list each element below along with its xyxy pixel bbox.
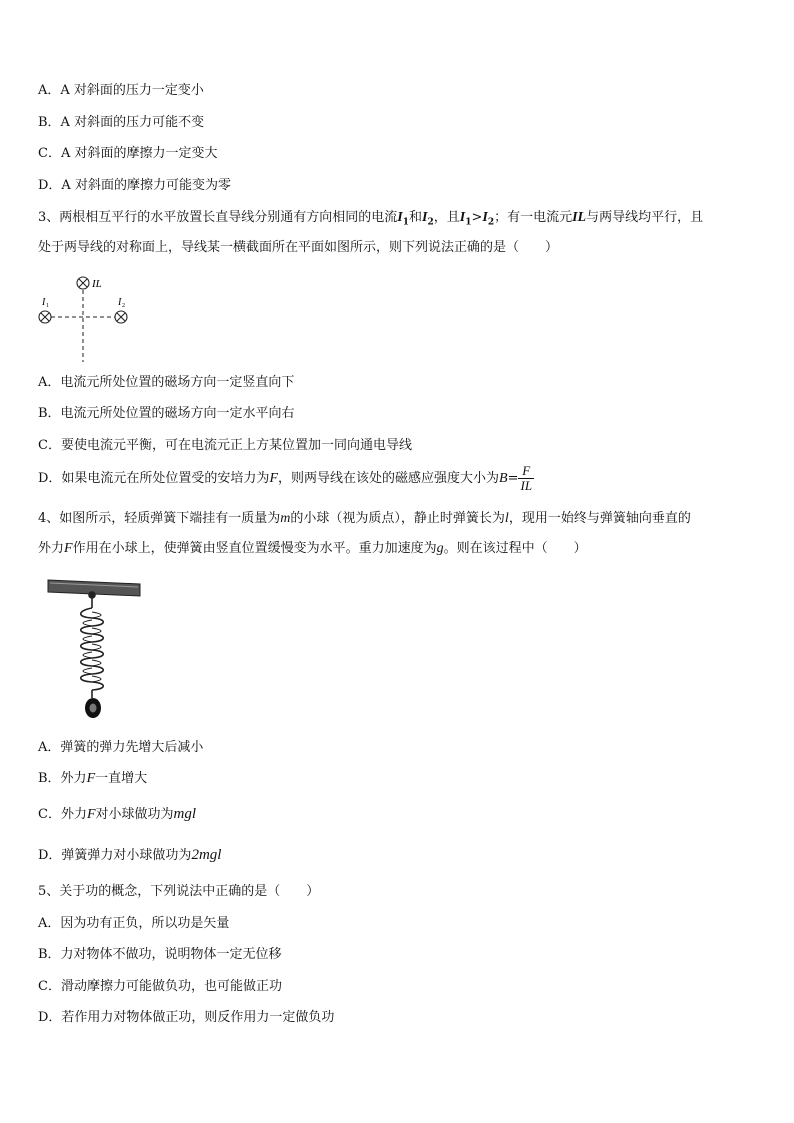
fig-i2-sub: 2	[122, 303, 125, 309]
q4-option-d	[38, 846, 221, 865]
q3-opt-d-text-1: D．如果电流元在所处位置受的安培力为	[38, 471, 270, 486]
fraction-denominator: IL	[520, 478, 533, 493]
q4-g: g	[436, 541, 444, 556]
q4-option-c	[38, 805, 196, 824]
q3-stem-text-2: ；有一电流元	[494, 210, 573, 225]
q4-spring-figure	[44, 574, 144, 722]
q2-option-c: C．A 对斜面的摩擦力一定变大	[38, 146, 218, 161]
q4-stem2-text-2: 作用在小球上，使弹簧由竖直位置缓慢变为水平。重力加速度为	[72, 541, 437, 556]
q3-stem-text-3: 与两导线均平行，且	[586, 210, 704, 225]
q3-stem-line2: 处于两导线的对称面上，导线某一横截面所在平面如图所示，则下列说法正确的是（ ）	[38, 240, 559, 255]
q4-stem-text-2: 的小球（视为质点），静止时弹簧长为	[290, 511, 505, 526]
q4-m: m	[280, 511, 291, 526]
q4-stem-line1	[38, 510, 691, 528]
q4-opt-c-text-1: C．外力	[38, 807, 87, 822]
q3-option-d	[38, 462, 534, 496]
q4-opt-c-text-2: 对小球做功为	[95, 807, 174, 822]
fig-i2-label: I	[118, 297, 122, 308]
q4-stem-line2	[38, 540, 587, 558]
q5-option-d: D．若作用力对物体做正功，则反作用力一定做负功	[38, 1010, 335, 1025]
q3-opt-d-b: B	[499, 471, 508, 486]
current-element-symbol	[77, 277, 89, 289]
fig-i1-label: I	[42, 297, 46, 308]
q4-stem-text-3: ，现用一始终与弹簧轴向垂直的	[508, 511, 691, 526]
q3-i1: I	[397, 210, 403, 225]
q5-stem: 5、关于功的概念，下列说法中正确的是（ ）	[38, 884, 320, 899]
q3-opt-d-text-2: ，则两导线在该处的磁感应强度大小为	[278, 471, 500, 486]
spring-coil	[81, 592, 104, 698]
q3-and: 和	[409, 210, 423, 225]
q3-cond-i2-sub: 2	[487, 217, 495, 228]
fraction-numerator: F	[518, 464, 534, 479]
q3-i2-sub: 2	[427, 217, 434, 228]
q4-opt-d-value: 2mgl	[191, 847, 222, 863]
q4-stem2-text-3: 。则在该过程中（ ）	[443, 541, 587, 556]
q4-opt-d-text-1: D．弹簧弹力对小球做功为	[38, 848, 192, 863]
q4-opt-b-text-1: B．外力	[38, 771, 87, 786]
q3-cond-i1: I	[459, 210, 466, 225]
q3-stem-text-1: 3、两根相互平行的水平放置长直导线分别通有方向相同的电流	[38, 210, 398, 225]
q3-stem-line1	[38, 209, 703, 232]
q4-stem-text-1: 4、如图所示，轻质弹簧下端挂有一质量为	[38, 511, 281, 526]
q4-option-a: A．弹簧的弹力先增大后减小	[38, 740, 204, 755]
q3-i2: I	[422, 210, 428, 225]
hanging-ball	[85, 698, 101, 718]
q4-opt-b-f: F	[86, 771, 96, 786]
q2-option-d: D．A 对斜面的摩擦力可能变为零	[38, 178, 231, 193]
q3-il: IL	[572, 210, 587, 225]
q4-option-b	[38, 770, 147, 788]
q3-option-a: A．电流元所处位置的磁场方向一定竖直向下	[38, 375, 295, 390]
fraction-f-over-il	[518, 464, 534, 493]
q3-option-b: B．电流元所处位置的磁场方向一定水平向右	[38, 406, 295, 421]
q4-opt-b-text-2: 一直增大	[95, 771, 148, 786]
q3-cond-i2: I	[482, 210, 488, 225]
q3-cond-i1-sub: 1	[465, 217, 472, 228]
q4-f: F	[64, 541, 73, 556]
q4-l: l	[504, 511, 509, 526]
q2-option-b: B．A 对斜面的压力可能不变	[38, 115, 205, 130]
q5-option-a: A．因为功有正负，所以功是矢量	[38, 916, 230, 931]
wire-i1-symbol	[39, 311, 51, 323]
wire-i2-symbol	[115, 311, 127, 323]
q4-stem2-text-1: 外力	[38, 541, 65, 556]
q3-wire-figure	[30, 268, 150, 364]
q4-opt-c-value: mgl	[173, 806, 197, 822]
fig-i1-sub: 1	[46, 303, 49, 309]
q2-option-a: A．A 对斜面的压力一定变小	[38, 83, 204, 98]
q5-option-b: B．力对物体不做功，说明物体一定无位移	[38, 947, 282, 962]
q3-opt-d-eq: =	[507, 471, 519, 486]
q3-gt: >	[471, 210, 483, 225]
q3-option-c: C．要使电流元平衡，可在电流元正上方某位置加一同向通电导线	[38, 438, 412, 453]
q5-option-c: C．滑动摩擦力可能做负功，也可能做正功	[38, 979, 282, 994]
q3-opt-d-f: F	[269, 471, 278, 486]
q4-opt-c-f: F	[86, 807, 96, 822]
fig-il-label: IL	[92, 278, 102, 290]
q3-i1-sub: 1	[402, 217, 409, 228]
q3-cond-text: ，且	[433, 210, 460, 225]
